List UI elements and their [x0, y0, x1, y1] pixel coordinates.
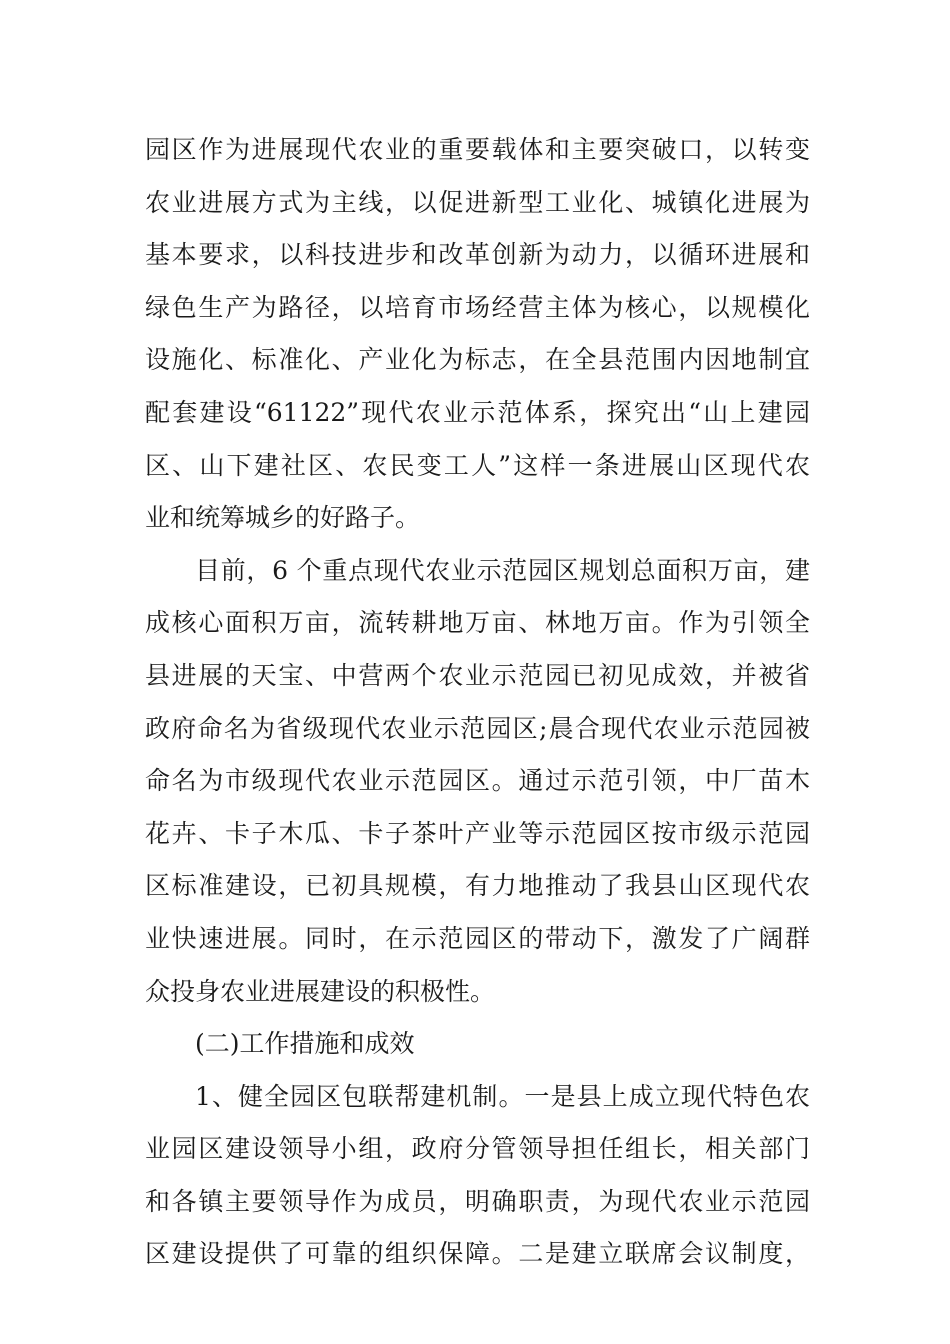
text-line-12: 政府命名为省级现代农业示范园区;晨合现代农业示范园被: [145, 713, 810, 743]
body-text: [145, 124, 810, 1281]
text-line-2: 农业进展方式为主线，以促进新型工业化、城镇化进展为: [145, 187, 810, 217]
text-line-5: 设施化、标准化、产业化为标志，在全县范围内因地制宜: [145, 345, 810, 375]
text-line-15: 区标准建设，已初具规模，有力地推动了我县山区现代农: [145, 871, 810, 901]
text-line-3: 基本要求，以科技进步和改革创新为动力，以循环进展和: [145, 240, 810, 270]
text-line-19: 1、健全园区包联帮建机制。一是县上成立现代特色农: [195, 1081, 810, 1111]
text-line-17: 众投身农业进展建设的积极性。: [145, 976, 496, 1006]
text-line-8: 业和统筹城乡的好路子。: [145, 503, 421, 533]
text-line-13: 命名为市级现代农业示范园区。通过示范引领，中厂苗木: [145, 766, 810, 796]
text-line-14: 花卉、卡子木瓜、卡子茶叶产业等示范园区按市级示范园: [145, 818, 810, 848]
text-line-21: 和各镇主要领导作为成员，明确职责，为现代农业示范园: [145, 1186, 810, 1216]
text-line-20: 业园区建设领导小组，政府分管领导担任组长，相关部门: [145, 1134, 810, 1164]
text-line-6: 配套建设“61122”现代农业示范体系，探究出“山上建园: [145, 397, 810, 427]
text-line-1: 园区作为进展现代农业的重要载体和主要突破口，以转变: [145, 135, 810, 164]
text-line-16: 业快速进展。同时，在示范园区的带动下，激发了广阔群: [145, 923, 810, 953]
text-line-22: 区建设提供了可靠的组织保障。二是建立联席会议制度，: [145, 1239, 810, 1269]
text-line-11: 县进展的天宝、中营两个农业示范园已初见成效，并被省: [145, 660, 810, 690]
text-line-7: 区、山下建社区、农民变工人”这样一条进展山区现代农: [145, 450, 810, 480]
section-heading: (二)工作措施和成效: [195, 1029, 415, 1059]
text-line-10: 成核心面积万亩，流转耕地万亩、林地万亩。作为引领全: [145, 608, 810, 638]
text-line-4: 绿色生产为路径，以培育市场经营主体为核心，以规模化: [145, 292, 810, 322]
text-line-9: 目前，6 个重点现代农业示范园区规划总面积万亩，建: [195, 555, 810, 585]
